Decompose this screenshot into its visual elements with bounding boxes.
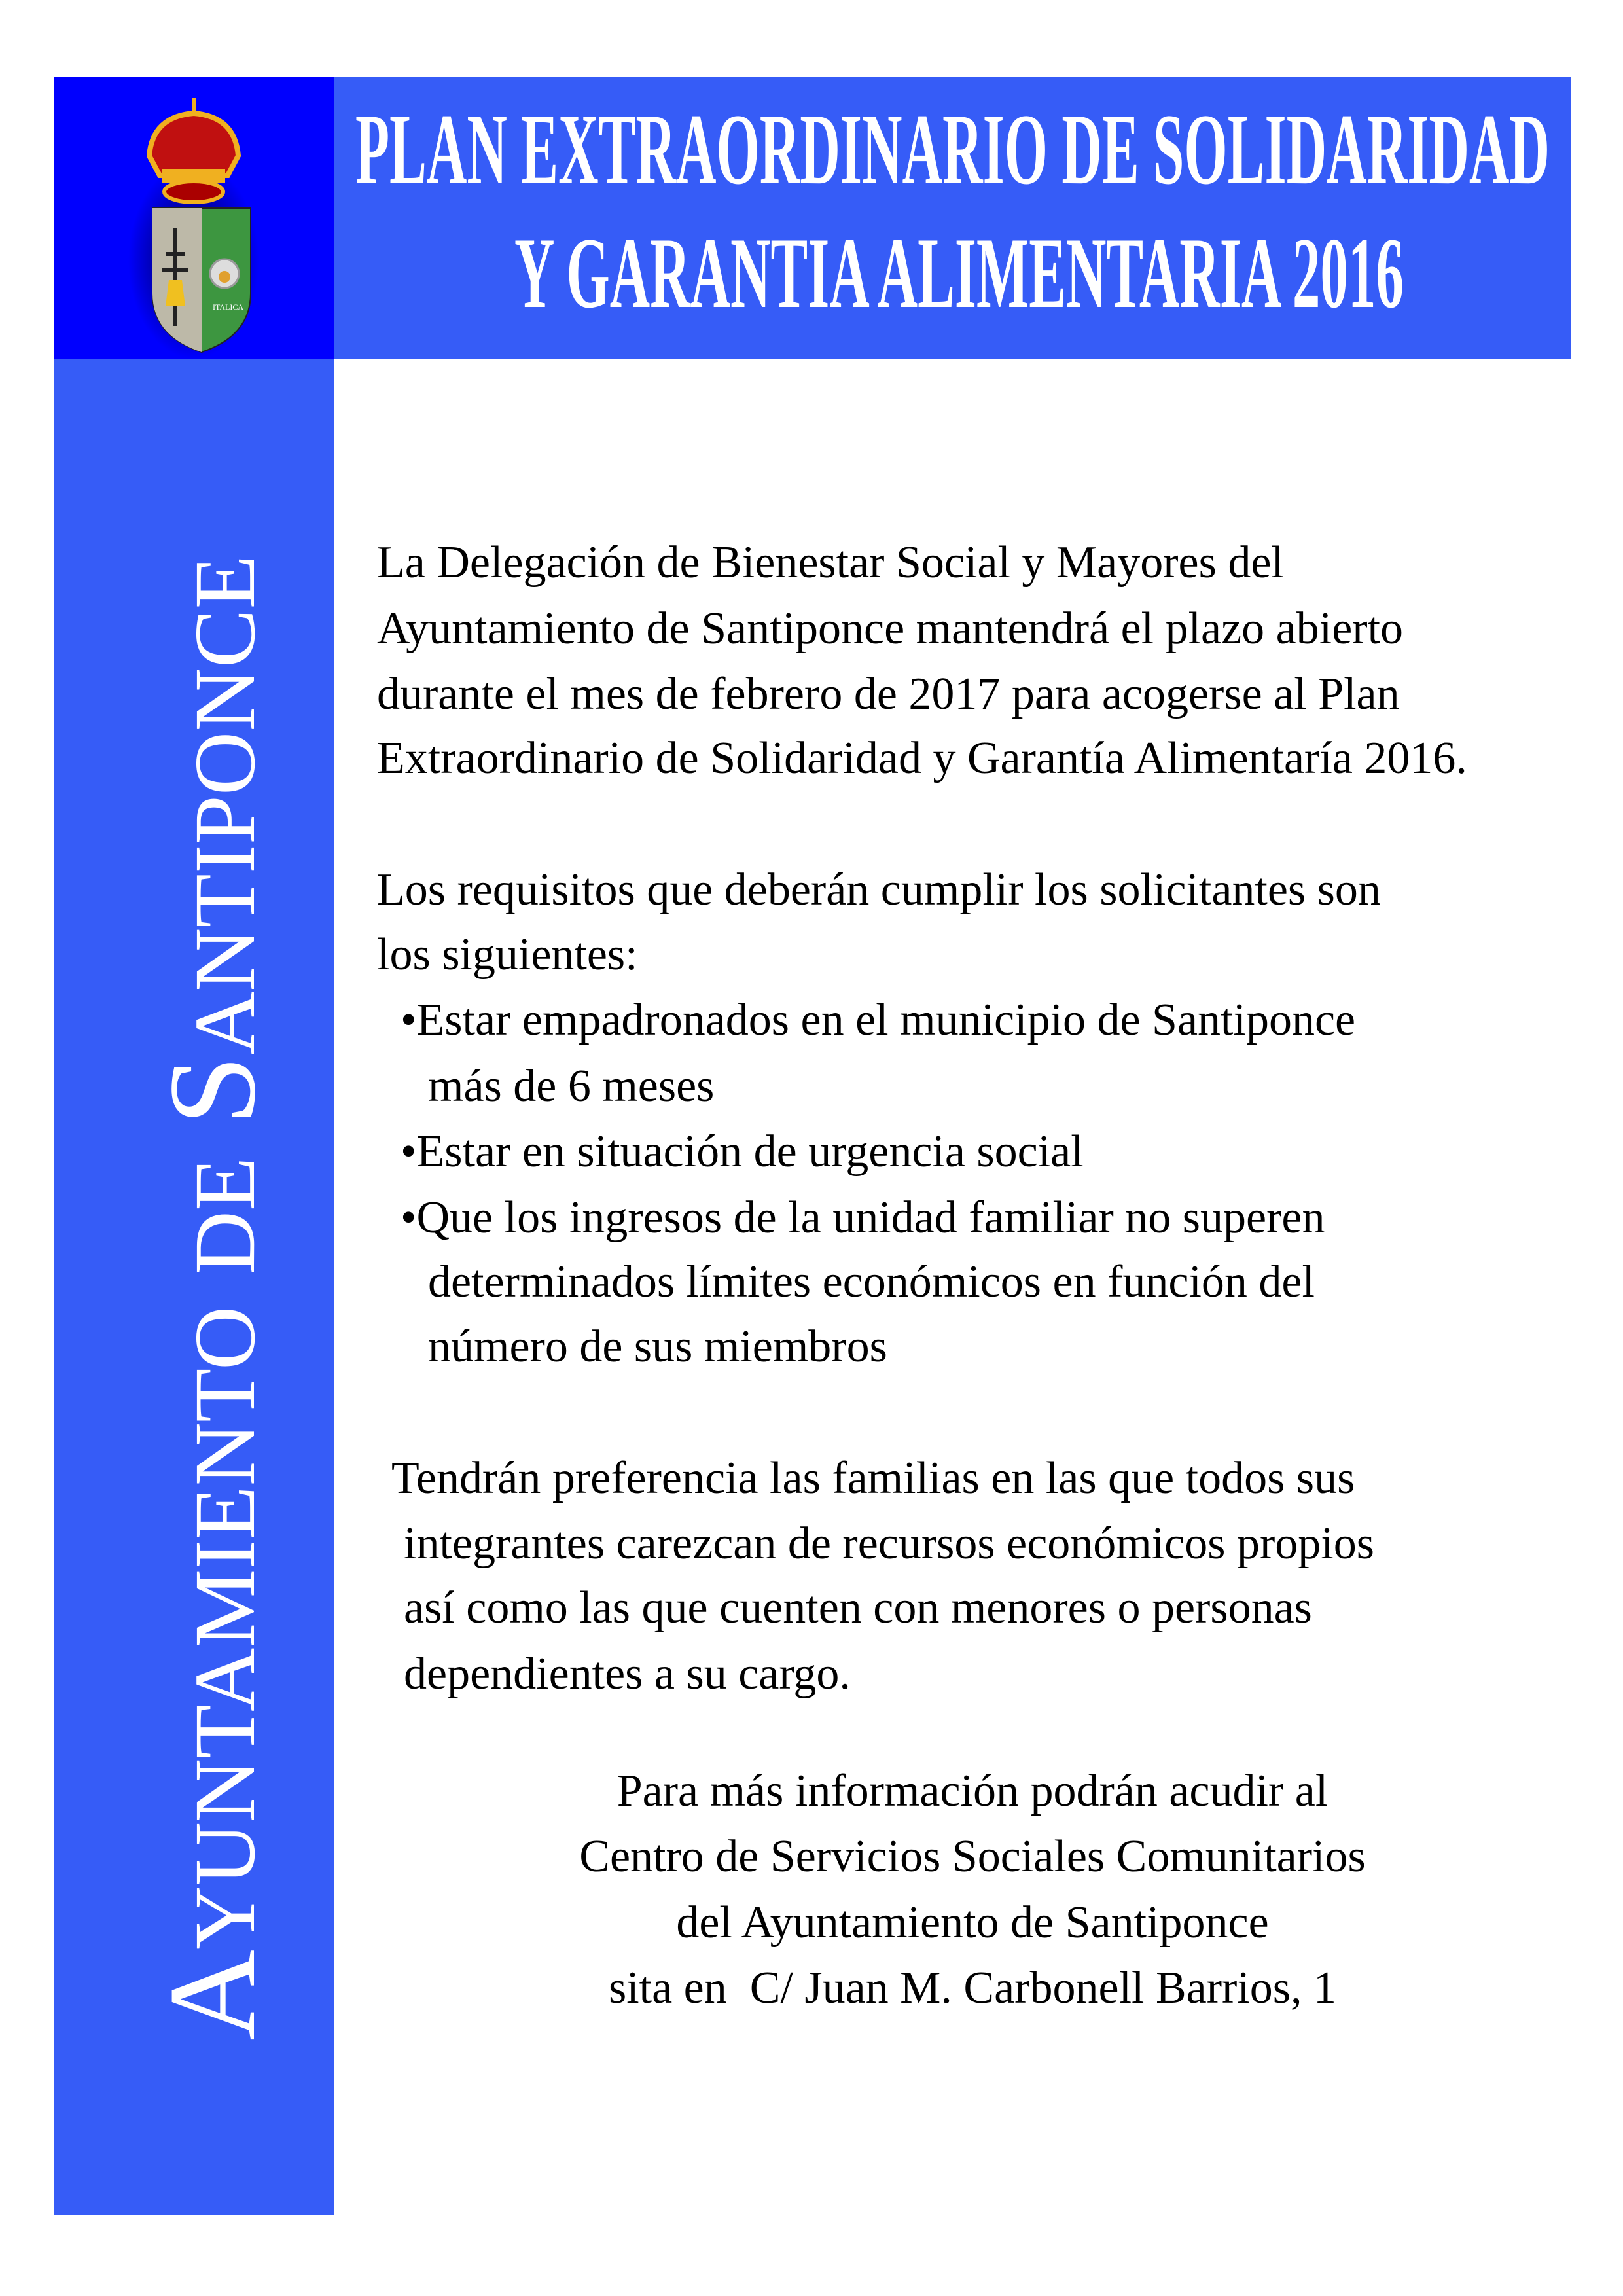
preference-line: dependientes a su cargo. [404,1649,851,1699]
info-line: del Ayuntamiento de Santiponce [676,1897,1269,1948]
intro-line: Extraordinario de Solidaridad y Garantía Alimentaría 2016. [377,733,1467,783]
preference-line: así como las que cuenten con menores o personas [404,1583,1312,1633]
header-title [334,77,1571,359]
requirements-intro-line: los siguientes: [377,929,638,980]
info-line: Para más información podrán acudir al [616,1766,1329,1816]
vertical-title [54,77,334,2215]
requirement-item-cont: determinados límites económicos en función del [428,1257,1315,1307]
requirement-item: •Estar en situación de urgencia social [401,1126,1084,1177]
requirement-item-cont: número de sus miembros [428,1321,887,1372]
requirement-item: •Estar empadronados en el municipio de Santiponce [401,995,1356,1045]
requirement-item: •Que los ingresos de la unidad familiar no superen [401,1193,1325,1243]
requirement-item-cont: más de 6 meses [428,1061,715,1111]
intro-line: Ayuntamiento de Santiponce mantendrá el plazo abierto [377,603,1404,654]
vertical-title-text: Ayuntamiento de Santiponce [144,575,281,2041]
intro-line: durante el mes de febrero de 2017 para acogerse al Plan [377,669,1400,719]
title-line-1: PLAN EXTRAORDINARIO DE SOLIDARIDAD [355,93,1550,206]
shield-icon [152,208,251,352]
sidebar-band [54,77,334,2215]
preference-line: Tendrán preferencia las familias en las que todos sus [391,1453,1355,1503]
requirements-intro-line: Los requisitos que deberán cumplir los solicitantes son [377,865,1381,915]
header-banner [334,77,1571,359]
preference-line: integrantes carezcan de recursos económicos propios [404,1518,1374,1569]
info-line: Centro de Servicios Sociales Comunitarios [579,1831,1366,1882]
title-line-2: Y GARANTIA ALIMENTARIA 2016 [514,217,1404,329]
intro-line: La Delegación de Bienestar Social y Mayores del [377,537,1284,588]
info-line: sita en C/ Juan M. Carbonell Barrios, 1 [608,1963,1337,2013]
coat-of-arms-logo [54,77,334,359]
svg-text:ITALICA: ITALICA [213,302,244,312]
logo-box [54,77,334,359]
